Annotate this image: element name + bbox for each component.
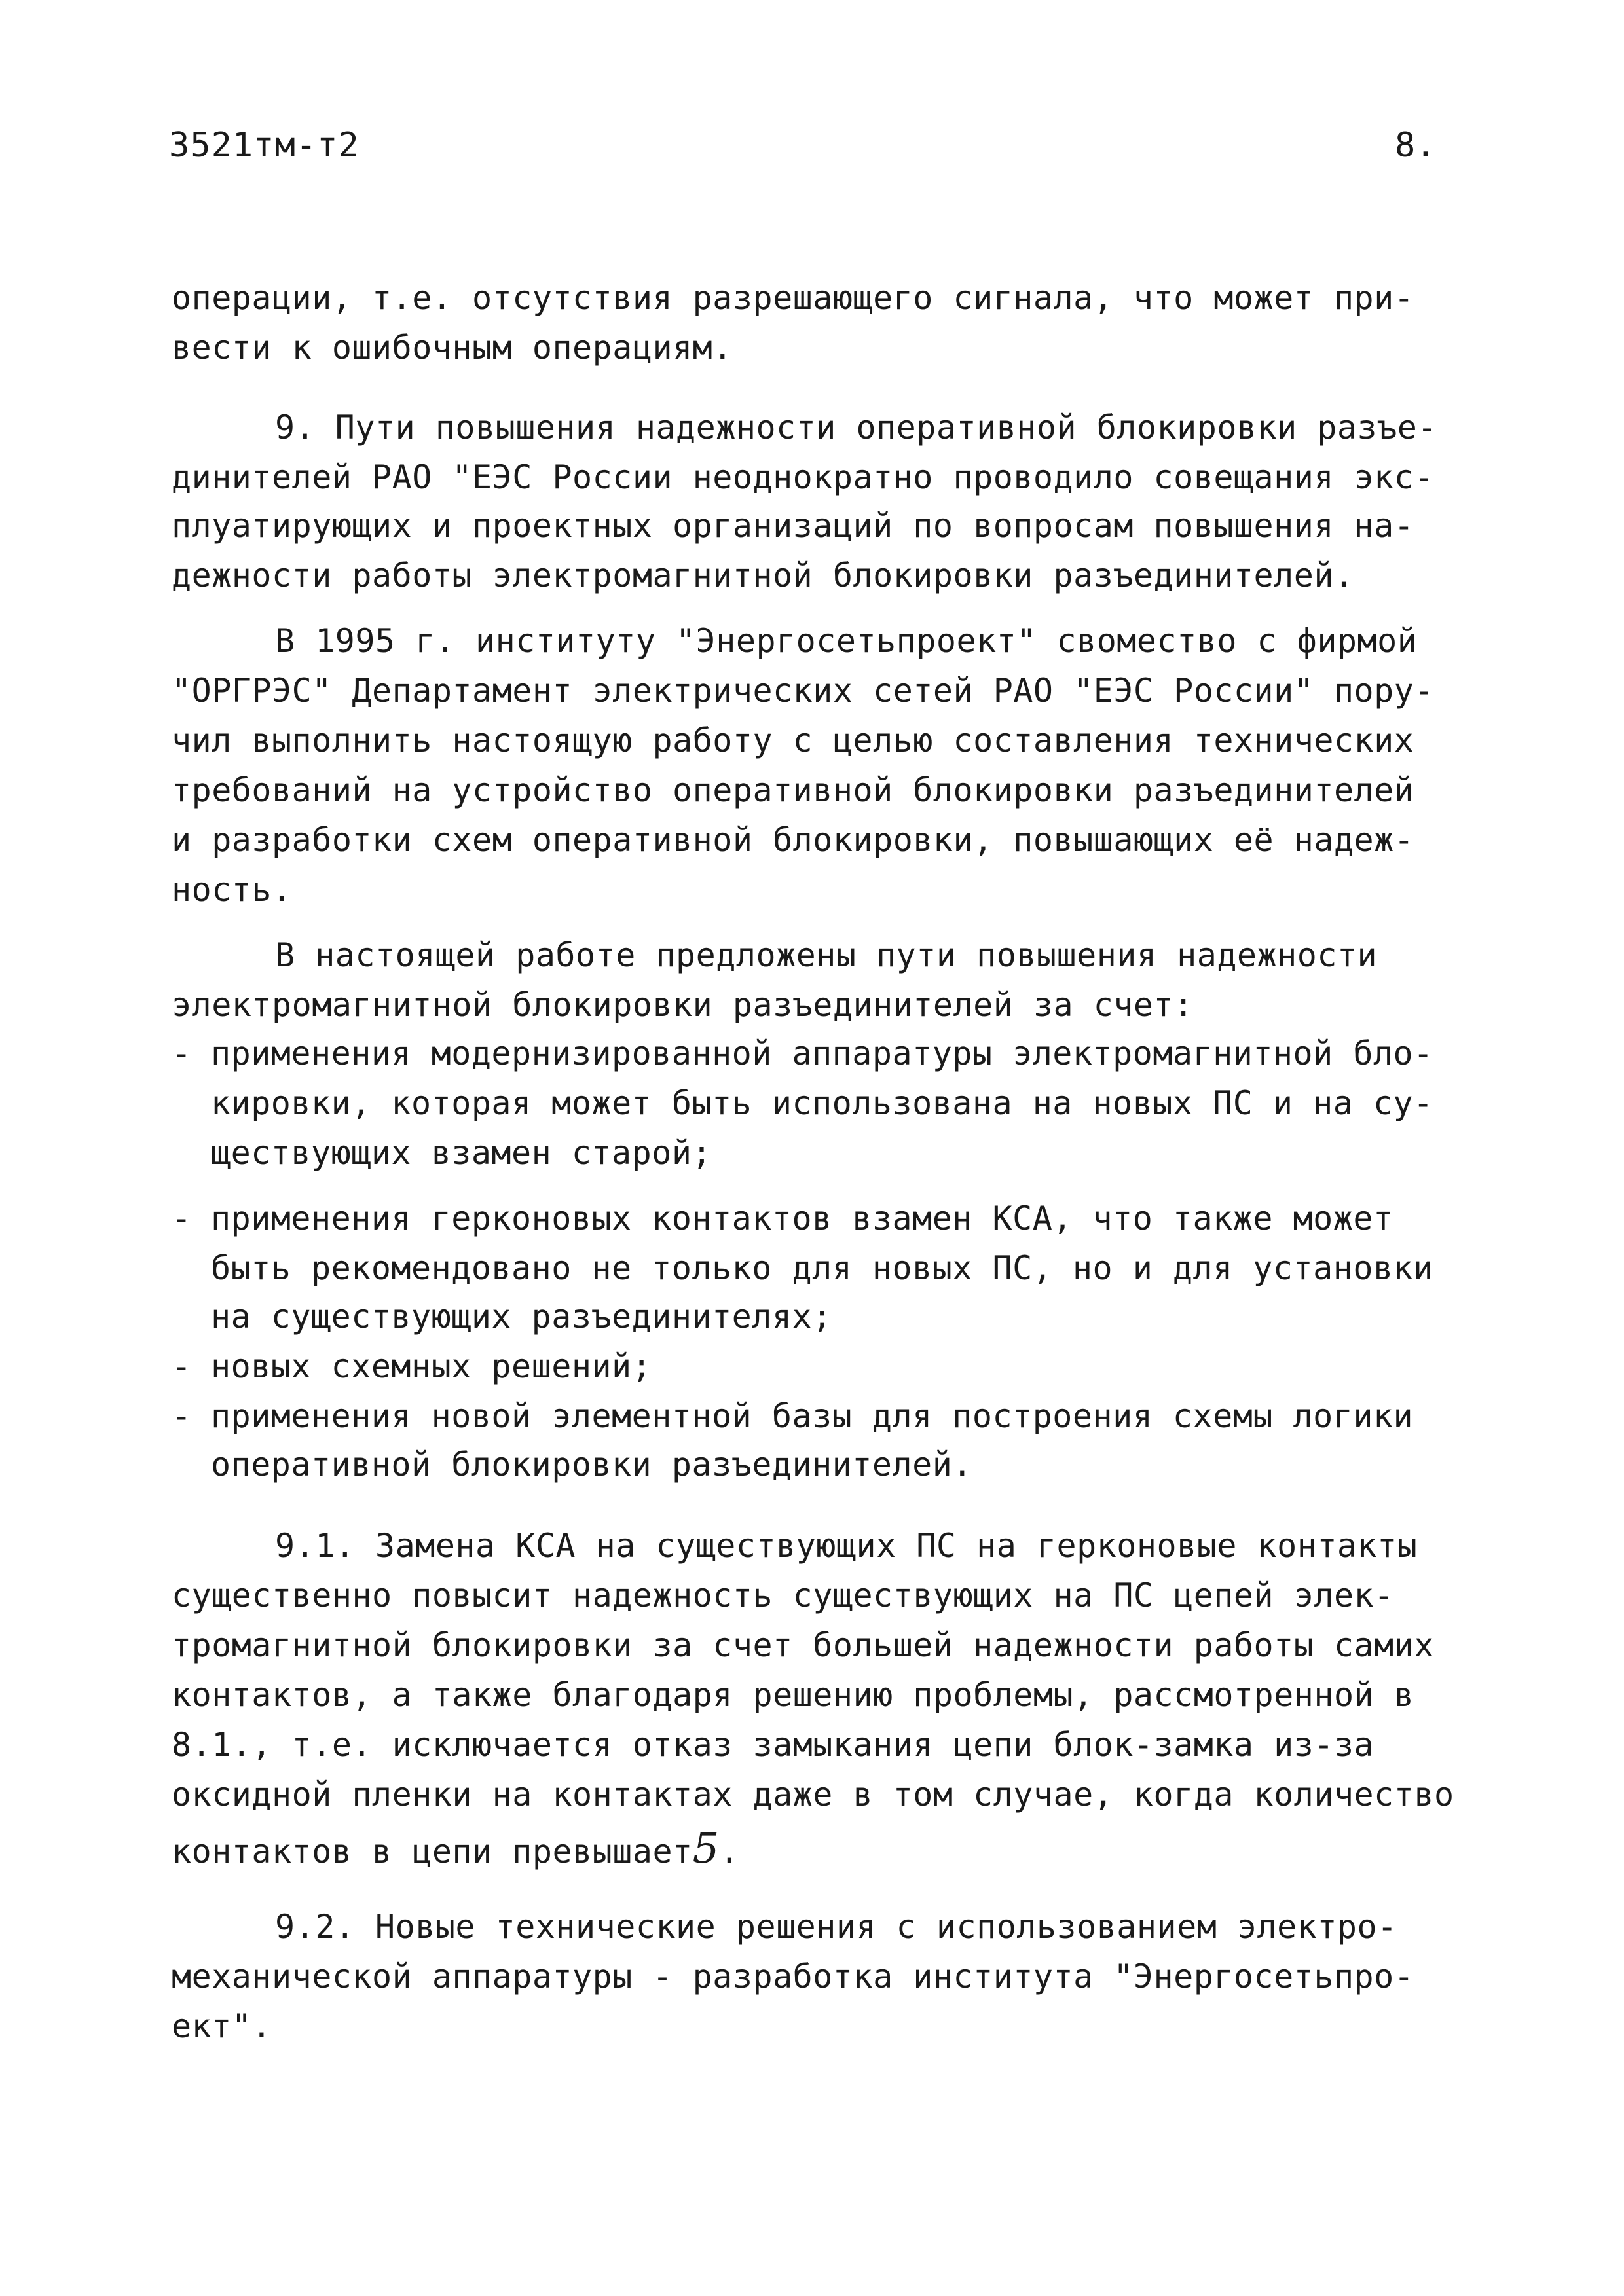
- bullet-2-line-1: применения герконовых контактов взамен КСА, что также может: [211, 1199, 1393, 1237]
- section91-line-1: 9.1. Замена КСА на существующих ПС на герконовые контакты: [275, 1527, 1418, 1565]
- bullet-3-line-1: новых схемных решений;: [211, 1347, 652, 1385]
- section92-line-1: 9.2. Новые технические решения с использованием электро-: [275, 1908, 1397, 1946]
- section91-line-7-end: .: [719, 1832, 740, 1870]
- bullet-1-line-3: ществующих взамен старой;: [211, 1134, 712, 1172]
- para1995-line-6: ность.: [172, 871, 292, 909]
- section91-line-2: существенно повысит надежность существующих на ПС цепей элек-: [172, 1576, 1394, 1614]
- section91-line-7: [172, 1825, 740, 1873]
- section9-line-3: плуатирующих и проектных организаций по вопросам повышения на-: [172, 507, 1414, 545]
- section9-line-2: динителей РАО "ЕЭС России неоднократно проводило совещания экс-: [172, 458, 1434, 496]
- intro-line-2: вести к ошибочным операциям.: [172, 329, 733, 367]
- para1995-line-4: требований на устройство оперативной блокировки разъединителей: [172, 771, 1414, 809]
- document-code: 3521тм-т2: [169, 126, 360, 165]
- section9-line-1: 9. Пути повышения надежности оперативной блокировки разъе-: [275, 409, 1437, 446]
- bullet-2-line-3: на существующих разъединителях;: [211, 1298, 832, 1336]
- bullet-1-dash: -: [172, 1034, 192, 1072]
- proposals-line-1: В настоящей работе предложены пути повышения надежности: [275, 936, 1378, 974]
- section92-line-2: механической аппаратуры - разработка института "Энергосетьпро-: [172, 1958, 1414, 1995]
- section91-line-5: 8.1., т.е. исключается отказ замыкания цепи блок-замка из-за: [172, 1726, 1375, 1764]
- section91-line-6: оксидной пленки на контактах даже в том случае, когда количество: [172, 1776, 1454, 1813]
- para1995-line-2: "ОРГРЭС" Департамент электрических сетей РАО "ЕЭС России" пору-: [172, 672, 1434, 710]
- bullet-2-dash: -: [172, 1199, 192, 1237]
- bullet-3-dash: -: [172, 1347, 192, 1385]
- section9-line-4: дежности работы электромагнитной блокировки разъединителей.: [172, 556, 1354, 594]
- intro-line-1: операции, т.е. отсутствия разрешающего сигнала, что может при-: [172, 279, 1414, 317]
- proposals-line-2: электромагнитной блокировки разъединителей за счет:: [172, 986, 1194, 1024]
- section91-line-3: тромагнитной блокировки за счет большей надежности работы самих: [172, 1626, 1434, 1664]
- para1995-line-1: В 1995 г. институту "Энергосетьпроект" свомество с фирмой: [275, 622, 1418, 660]
- bullet-4-dash: -: [172, 1397, 192, 1435]
- section91-line-4: контактов, а также благодаря решению проблемы, рассмотренной в: [172, 1676, 1414, 1714]
- section92-line-3: ект".: [172, 2007, 272, 2045]
- section91-line-7-text: контактов в цепи превышает: [172, 1832, 693, 1870]
- para1995-line-5: и разработки схем оперативной блокировки, повышающих её надеж-: [172, 821, 1414, 859]
- bullet-2-line-2: быть рекомендовано не только для новых ПС, но и для установки: [211, 1249, 1433, 1287]
- bullet-4-line-2: оперативной блокировки разъединителей.: [211, 1446, 972, 1484]
- page-number: 8.: [1395, 126, 1436, 165]
- handwritten-number: 5: [692, 1825, 720, 1873]
- bullet-1-line-1: применения модернизированной аппаратуры электромагнитной бло-: [211, 1034, 1433, 1072]
- bullet-4-line-1: применения новой элементной базы для построения схемы логики: [211, 1397, 1414, 1435]
- para1995-line-3: чил выполнить настоящую работу с целью составления технических: [172, 721, 1414, 759]
- bullet-1-line-2: кировки, которая может быть использована на новых ПС и на су-: [211, 1084, 1433, 1122]
